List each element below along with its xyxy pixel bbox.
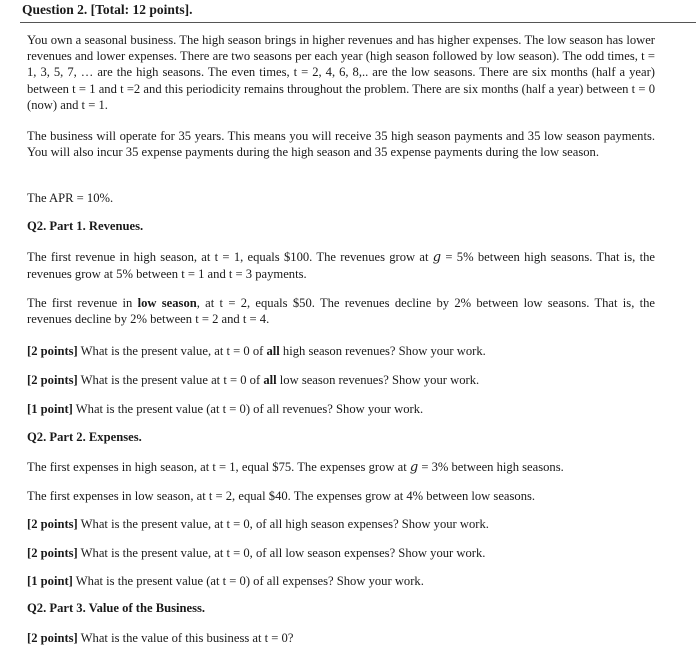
part1-heading: Q2. Part 1. Revenues. — [27, 219, 144, 233]
question-text-a: What is the present value, at t = 0 of — [77, 344, 267, 358]
part1-low-text-b: , at t = 2, equals $50. The revenues decline by 2% between low seasons. That is, the revenues decline by 2% between t = 2 and t = 4. — [27, 296, 656, 327]
part1-high-paragraph — [27, 249, 655, 282]
question-text: What is the present value (at t = 0) of all revenues? Show your work. — [72, 402, 424, 416]
points-badge: [1 point] — [27, 574, 73, 588]
question-text: What is the present value, at t = 0, of all high season expenses? Show your work. — [77, 517, 489, 531]
part1-question-1 — [27, 343, 486, 359]
part1-question-2 — [27, 372, 479, 388]
question-text: What is the value of this business at t = 0? — [77, 631, 294, 645]
points-badge: [2 points] — [27, 631, 78, 645]
part1-high-text-b: = 5% between high seasons. That is, the revenues grow at 5% between t = 1 and t = 3 payments. — [27, 250, 655, 282]
question-bold: all — [263, 373, 277, 387]
part1-high-text — [27, 249, 655, 282]
part2-high-paragraph — [27, 459, 564, 476]
part2-high-text-b: = 3% between high seasons. — [418, 460, 564, 474]
part2-question-1 — [27, 516, 489, 532]
apr-line: The APR = 10%. — [27, 191, 114, 205]
points-badge: [2 points] — [27, 517, 78, 531]
points-badge: [2 points] — [27, 546, 78, 560]
question-text: What is the present value (at t = 0) of all expenses? Show your work. — [72, 574, 424, 588]
question-text: What is the present value, at t = 0, of all low season expenses? Show your work. — [77, 546, 486, 560]
growth-variable: g — [432, 250, 442, 265]
growth-variable: g — [409, 460, 419, 475]
question-bold: all — [266, 344, 280, 358]
part1-low-text — [27, 295, 655, 327]
intro-paragraph — [27, 32, 655, 113]
part2-heading: Q2. Part 2. Expenses. — [27, 430, 142, 444]
question-title: Question 2. [Total: 12 points]. — [22, 2, 193, 17]
points-badge: [2 points] — [27, 373, 78, 387]
title-row — [20, 0, 696, 23]
question-text-b: low season revenues? Show your work. — [276, 373, 480, 387]
part2-question-3 — [27, 573, 424, 589]
part2-question-2 — [27, 545, 485, 561]
part1-low-paragraph — [27, 295, 655, 327]
part3-heading: Q2. Part 3. Value of the Business. — [27, 601, 206, 615]
points-badge: [2 points] — [27, 344, 78, 358]
question-text-b: high season revenues? Show your work. — [279, 344, 486, 358]
part2-high-text-a: The first expenses in high season, at t = 1, equal $75. The expenses grow at — [27, 460, 410, 474]
part1-low-bold: low season — [137, 296, 197, 310]
intro-text: You own a seasonal business. The high season brings in higher revenues and has higher expenses. The low season has lower revenues and lower expenses. There are two seasons per each year (high season followed by low season). The odd times, t = 1, 3, 5, 7, … are the high seasons. The even times, t = 2, 4, 6, 8,.. are the low seasons. There are six months (half a year) between t = 1 and t =2 and this periodicity remains throughout the problem. There are six months (half a year) between t = 0 (now) and t = 1. — [27, 33, 655, 112]
part1-high-text-a: The first revenue in high season, at t = 1, equals $100. The revenues grow at — [27, 250, 433, 264]
part1-low-text-a: The first revenue in — [27, 296, 138, 310]
operation-text: The business will operate for 35 years. This means you will receive 35 high season payments and 35 low season payments. You will also incur 35 expense payments during the high season and 35 expense payments during the low season. — [27, 129, 655, 160]
question-text-a: What is the present value at t = 0 of — [77, 373, 264, 387]
part3-question-1 — [27, 630, 293, 646]
part1-question-3 — [27, 401, 423, 417]
points-badge: [1 point] — [27, 402, 73, 416]
operation-paragraph — [27, 128, 655, 160]
part2-low-paragraph: The first expenses in low season, at t = 2, equal $40. The expenses grow at 4% between low seasons. — [27, 489, 536, 503]
